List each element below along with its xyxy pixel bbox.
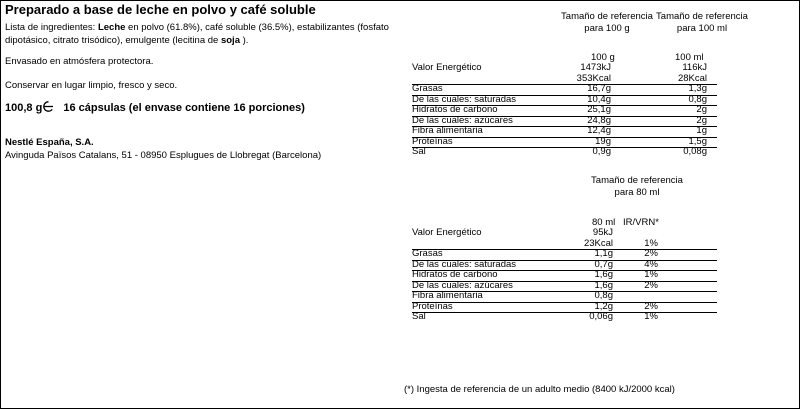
value-100ml: 0,08g — [683, 146, 707, 157]
table-rule — [412, 312, 717, 313]
table-row — [0, 126, 800, 137]
packaging-text: Envasado en atmósfera protectora. — [5, 56, 154, 67]
nutrient-label: Hidratos de carbono — [412, 104, 498, 115]
table-rule — [412, 95, 717, 96]
header-80ml-line1: Tamaño de referencia — [591, 175, 683, 186]
ingredients-prefix: Lista de ingredientes: — [5, 22, 98, 33]
value-100g: 12,4g — [587, 125, 611, 136]
value-ir: 2% — [644, 279, 658, 291]
value-100g: 1473kJ — [580, 62, 611, 73]
table-row — [0, 74, 800, 85]
value-80ml: 1,6g — [594, 269, 613, 280]
value-100g: 16,7g — [587, 83, 611, 94]
allergen-leche: Leche — [97, 22, 126, 33]
table-rule — [412, 105, 717, 106]
nutrient-label: De las cuales: azúcares — [412, 279, 513, 291]
company-name: Nestlé España, S.A. — [5, 137, 94, 148]
table-row — [0, 302, 800, 313]
nutrient-label: Hidratos de carbono — [412, 269, 498, 280]
value-80ml: 0,06g — [589, 311, 613, 322]
header-100g-line2: para 100 g — [584, 23, 630, 34]
value-100ml: 2g — [696, 114, 707, 126]
table-row — [0, 84, 800, 95]
nutrient-label: Sal — [412, 146, 426, 157]
value-100ml: 1,3g — [688, 83, 707, 94]
value-100g: 0,9g — [592, 146, 611, 157]
header-100ml-line2: para 100 ml — [676, 23, 728, 34]
table-row — [0, 239, 800, 250]
table-row — [0, 312, 800, 323]
table-row — [0, 249, 800, 260]
value-100g: 25,1g — [587, 104, 611, 115]
col-ir-label: IR/VRN* — [623, 217, 659, 228]
product-title: Preparado a base de leche en polvo y café soluble — [5, 2, 316, 17]
net-quantity: 100,8 g — [5, 102, 43, 114]
company-address: Avinguda Països Catalans, 51 - 08950 Esplugues de Llobregat (Barcelona) — [5, 150, 322, 161]
portions-text: 16 cápsulas (el envase contiene 16 porciones) — [63, 102, 305, 114]
table-rule — [412, 137, 717, 138]
value-100ml: 1g — [696, 125, 707, 136]
header-100g — [552, 11, 662, 35]
table-row — [0, 270, 800, 281]
header-100g-line1: Tamaño de referencia — [561, 11, 653, 22]
nutrient-label: De las cuales: azúcares — [412, 114, 513, 126]
value-80ml: 0,8g — [594, 290, 613, 301]
table-rule — [412, 249, 717, 250]
allergen-soja: soja — [220, 35, 240, 46]
col-100ml-label: 100 ml — [675, 52, 704, 63]
table-rule — [412, 302, 717, 303]
value-ir: 2% — [644, 300, 658, 312]
value-80ml: 1,6g — [594, 279, 613, 291]
table-row — [0, 228, 800, 239]
value-100ml: 116kJ — [682, 62, 707, 73]
footnote: (*) Ingesta de referencia de un adulto medio (8400 kJ/2000 kcal) — [404, 384, 675, 395]
table-row — [0, 116, 800, 127]
table-row — [0, 260, 800, 271]
value-ir: 4% — [644, 258, 658, 270]
ingredients-mid: en polvo (61.8%), café soluble (36.5%), estabilizantes (fosfato — [125, 22, 389, 33]
table-rule — [412, 147, 717, 148]
storage-text: Conservar en lugar limpio, fresco y seco. — [5, 80, 178, 91]
table-row — [0, 147, 800, 158]
header-100ml — [647, 11, 757, 35]
value-ir: 1% — [644, 269, 658, 280]
value-100g: 19g — [595, 135, 611, 147]
value-100ml: 2g — [696, 104, 707, 115]
value-80ml: 1,1g — [594, 248, 613, 259]
value-80ml: 95kJ — [592, 227, 613, 238]
table-rule — [412, 116, 717, 117]
value-ir: 1% — [644, 237, 658, 249]
table-rule — [412, 84, 717, 85]
nutrition-table-100 — [0, 63, 800, 163]
table-rule — [412, 270, 717, 271]
value-100ml: 28Kcal — [677, 72, 707, 84]
header-100ml-line1: Tamaño de referencia — [656, 11, 748, 22]
nutrient-label: Proteínas — [412, 135, 453, 147]
header-80ml — [582, 175, 692, 199]
value-100g: 10,4g — [587, 93, 611, 105]
table-rule — [412, 260, 717, 261]
table-rule — [412, 126, 717, 127]
value-ir: 2% — [644, 248, 658, 259]
ingredients-line2-end: ). — [239, 35, 249, 46]
nutrient-label: De las cuales: saturadas — [412, 258, 517, 270]
nutrient-label: Grasas — [412, 83, 443, 94]
value-100g: 24,8g — [587, 114, 611, 126]
value-ir: 1% — [644, 311, 658, 322]
col-80ml-label: 80 ml — [592, 217, 616, 228]
table-row — [0, 63, 800, 74]
table-row — [0, 95, 800, 106]
nutrition-table-80 — [0, 228, 800, 328]
nutrient-label: Sal — [412, 311, 426, 322]
header-80ml-line2: para 80 ml — [614, 187, 660, 198]
col-100g-label: 100 g — [591, 52, 615, 63]
nutrient-label: Fibra alimentaria — [412, 290, 483, 301]
ingredients-line2: dipotásico, citrato trisódico), emulgente (lecitina de — [5, 35, 221, 46]
nutrient-label: Proteínas — [412, 300, 453, 312]
table-row — [0, 281, 800, 292]
value-100g: 353Kcal — [576, 72, 611, 84]
table-rule — [412, 281, 717, 282]
nutrient-label: Fibra alimentaria — [412, 125, 483, 136]
nutrient-label: Grasas — [412, 248, 443, 259]
nutrient-label: Valor Energético — [412, 227, 482, 238]
table-rule — [412, 291, 717, 292]
table-row — [0, 137, 800, 148]
table-row — [0, 105, 800, 116]
ingredients-text — [5, 21, 389, 47]
value-100ml: 0,8g — [688, 93, 707, 105]
value-100ml: 1,5g — [688, 135, 707, 147]
value-80ml: 23Kcal — [583, 237, 613, 249]
value-80ml: 0,7g — [594, 258, 613, 270]
table-row — [0, 291, 800, 302]
value-80ml: 1,2g — [594, 300, 613, 312]
nutrient-label: Valor Energético — [412, 62, 482, 73]
nutrient-label: De las cuales: saturadas — [412, 93, 517, 105]
